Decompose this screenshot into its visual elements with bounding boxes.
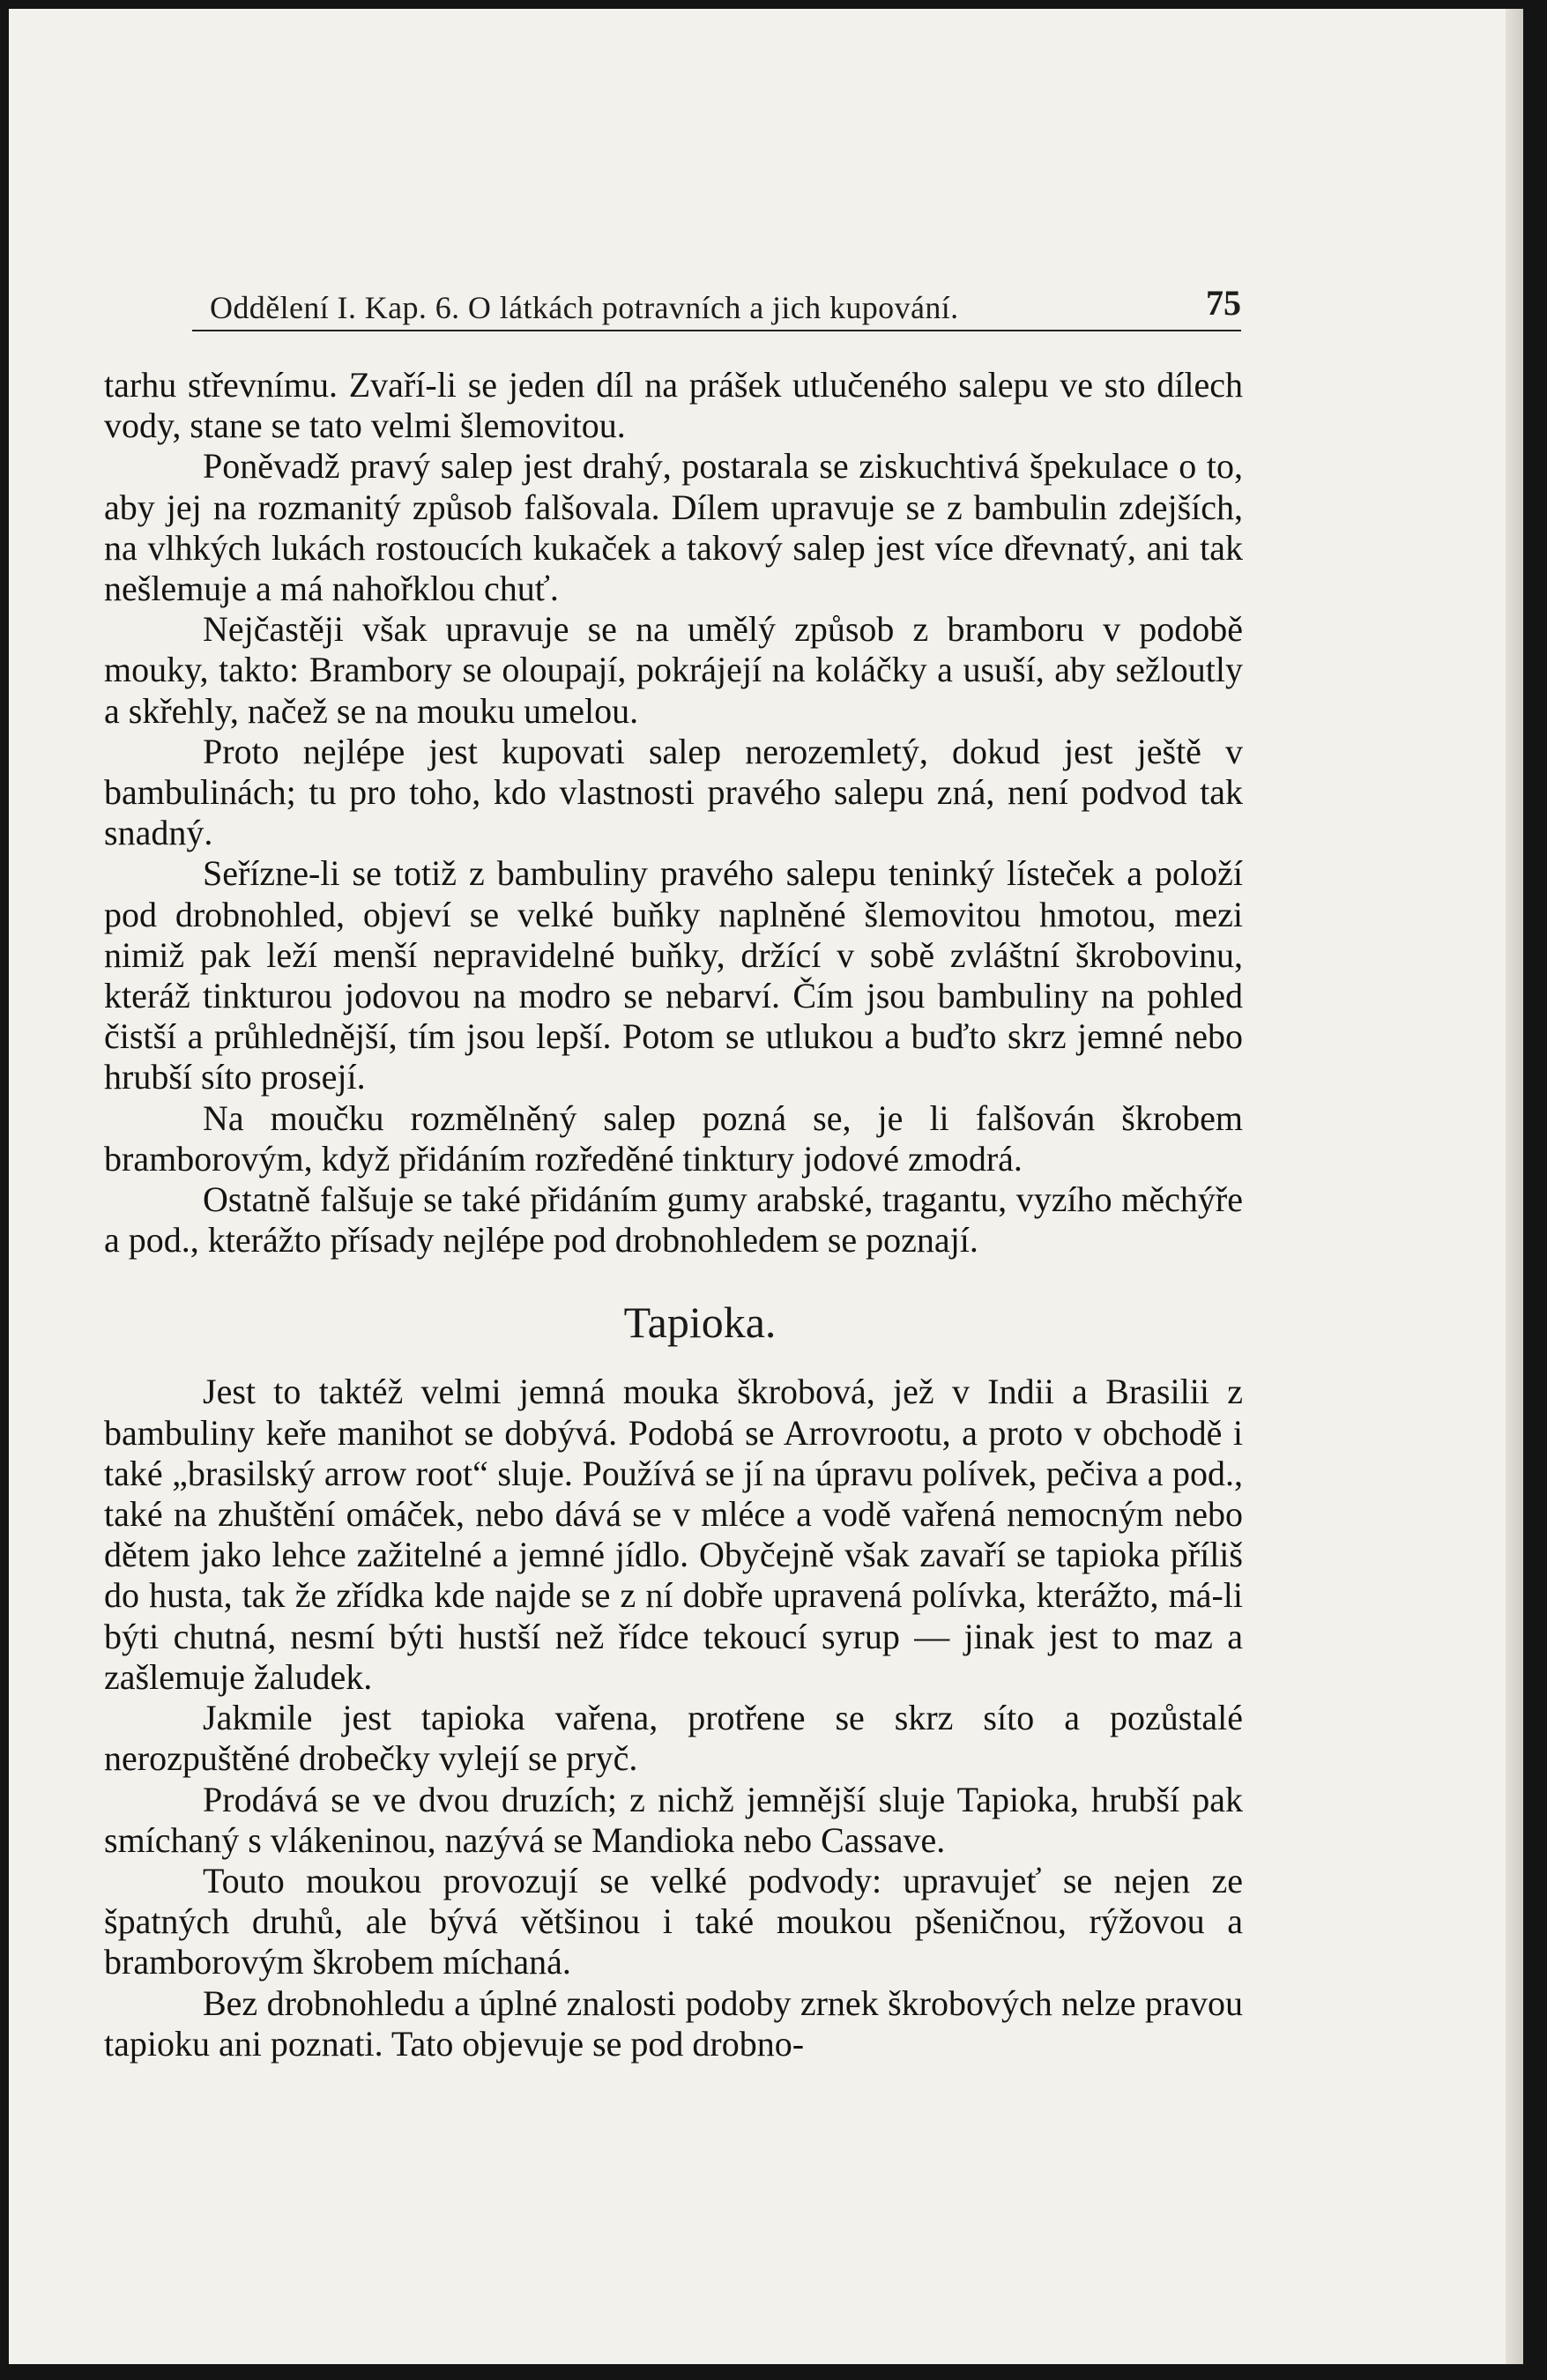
- paragraph: Nejčastěji však upravuje se na umělý způsob z bramboru v podobě mouky, takto: Brambory se oloupají, pokrájejí na koláčky a usuší, aby sežloutly a skřehly, načež se na mouku umelou.: [104, 609, 1243, 731]
- paragraph: Proto nejlépe jest kupovati salep nerozemletý, dokud jest ještě v bambulinách; tu pro toho, kdo vlastnosti pravého salepu zná, není podvod tak snadný.: [104, 731, 1243, 853]
- page-body: [104, 365, 1243, 2064]
- paragraph: Jest to taktéž velmi jemná mouka škrobová, jež v Indii a Brasilii z bambuliny keře manihot se dobývá. Podobá se Arrovrootu, a proto v obchodě i také „brasilský arrow root“ sluje. Používá se jí na úpravu polívek, pečiva a pod., také na zhuštění omáček, nebo dává se v mléce a vodě vařená nemocným nebo dětem jako lehce zažitelné a jemné jídlo. Obyčejně však zavaří se tapioka příliš do husta, tak že zřídka kde najde se z ní dobře upravená polívka, kterážto, má-li býti chutná, nesmí býti hustší než řídce tekoucí syrup — jinak jest to maz a zašlemuje žaludek.: [104, 1372, 1243, 1697]
- paragraph: tarhu střevnímu. Zvaří-li se jeden díl na prášek utlučeného salepu ve sto dílech vody, stane se tato velmi šlemovitou.: [104, 365, 1243, 446]
- paragraph: Prodává se ve dvou druzích; z nichž jemnější sluje Tapioka, hrubší pak smíchaný s vlákeninou, nazývá se Mandioka nebo Cassave.: [104, 1779, 1243, 1860]
- paragraph: Na moučku rozmělněný salep pozná se, je li falšován škrobem bramborovým, když přidáním rozředěné tinktury jodové zmodrá.: [104, 1097, 1243, 1179]
- running-head-title: Oddělení I. Kap. 6. O látkách potravních a jich kupování.: [210, 290, 959, 325]
- running-head: [192, 280, 1241, 331]
- paragraph: Jakmile jest tapioka vařena, protřene se skrz síto a pozůstalé nerozpuštěné drobečky vylejí se pryč.: [104, 1698, 1243, 1779]
- page-number: 75: [1206, 283, 1241, 323]
- section-heading: Tapioka.: [623, 1298, 777, 1348]
- paragraph: Bez drobnohledu a úplné znalosti podoby zrnek škrobových nelze pravou tapioku ani poznati. Tato objevuje se pod drobno-: [104, 1982, 1243, 2064]
- page-edge: [1506, 9, 1523, 2364]
- paragraph: Ostatně falšuje se také přidáním gumy arabské, tragantu, vyzího měchýře a pod., kterážto přísady nejlépe pod drobnohledem se poznají.: [104, 1179, 1243, 1261]
- book-page: [9, 9, 1523, 2364]
- paragraph: Seřízne-li se totiž z bambuliny pravého salepu teninký lísteček a položí pod drobnohled, objeví se velké buňky naplněné šlemovitou hmotou, mezi nimiž pak leží menší nepravidelné buňky, držící v sobě zvláštní škrobovinu, kteráž tinkturou jodovou na modro se nebarví. Čím jsou bambuliny na pohled čistší a průhlednější, tím jsou lepší. Potom se utlukou a buďto skrz jemné nebo hrubší síto prosejí.: [104, 853, 1243, 1097]
- paragraph: Poněvadž pravý salep jest drahý, postarala se ziskuchtivá špekulace o to, aby jej na rozmanitý způsob falšovala. Dílem upravuje se z bambulin zdejších, na vlhkých lukách rostoucích kukaček a takový salep jest více dřevnatý, ani tak nešlemuje a má nahořklou chuť.: [104, 446, 1243, 609]
- paragraph: Touto moukou provozují se velké podvody: upravujeť se nejen ze špatných druhů, ale bývá většinou i také moukou pšeničnou, rýžovou a bramborovým škrobem míchaná.: [104, 1860, 1243, 1982]
